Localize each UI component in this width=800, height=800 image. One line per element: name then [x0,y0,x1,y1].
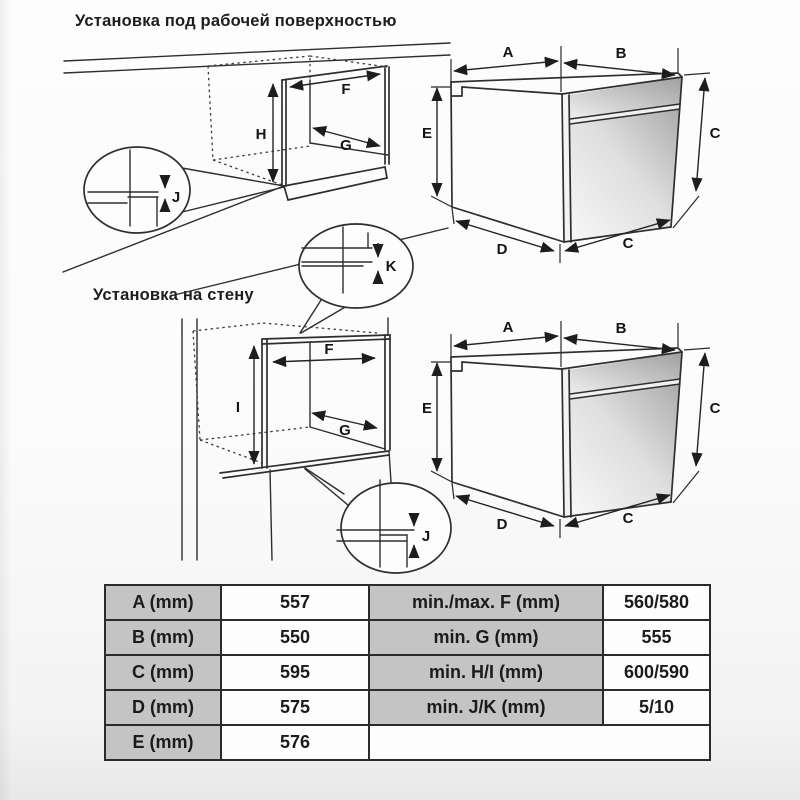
dimension-B [564,45,675,75]
oven-diagram-bottom [423,305,800,555]
table-cell-label: min./max. F (mm) [369,585,603,620]
dimension-A [454,319,558,346]
table-cell-value: 560/580 [603,585,710,620]
table-cell-value: 550 [221,620,369,655]
dim-label-b: B [615,320,627,337]
dim-label-g: G [340,137,352,154]
dim-label-f: F [324,341,334,358]
table-cell-label: D (mm) [105,690,221,725]
dim-label-d: D [496,241,508,258]
dimension-C-right [696,78,721,191]
dim-label-g: G [339,422,351,439]
table-row [105,585,710,620]
dim-label-f: F [341,81,351,98]
dimensions-table [104,584,711,761]
dim-label-e: E [421,400,433,417]
dim-label-h: H [255,126,267,143]
dimension-F [273,341,375,362]
dim-label-a: A [502,44,514,61]
table-cell-value: 600/590 [603,655,710,690]
dim-label-e: E [421,125,433,142]
section-title-on-wall: Установка на стену [93,286,254,304]
dimension-H [256,84,273,182]
dimension-E [422,363,437,471]
dim-label-b: B [615,45,627,62]
dimension-G [312,413,377,439]
table-cell-empty [369,725,710,760]
dim-label-i: I [235,399,241,416]
table-row [105,655,710,690]
dimension-E [422,88,437,196]
dim-label-c-right: C [709,125,721,142]
hidden-niche-edges [208,56,387,186]
dim-label-c-bottom: C [622,235,634,252]
dim-label-d: D [496,516,508,533]
dimension-A [454,44,558,71]
table-cell-label: A (mm) [105,585,221,620]
dimension-B [564,320,675,350]
dim-label-a: A [502,319,514,336]
table-cell-value: 555 [603,620,710,655]
diagram-wall-niche [163,223,463,583]
section-title-under-worktop: Установка под рабочей поверхностью [75,12,397,30]
table-cell-label: C (mm) [105,655,221,690]
dim-label-j: J [171,189,181,206]
table-cell-label: min. G (mm) [369,620,603,655]
table-row [105,620,710,655]
table-row [105,690,710,725]
table-row [105,725,710,760]
table-cell-label: E (mm) [105,725,221,760]
dimension-G [313,128,380,154]
detail-balloon-k [299,224,413,333]
table-cell-value: 557 [221,585,369,620]
table-cell-label: min. H/I (mm) [369,655,603,690]
table-cell-label: B (mm) [105,620,221,655]
oven-diagram-top [423,30,800,280]
oven-body [451,348,682,517]
dim-label-j: J [421,528,431,545]
dim-label-c-bottom: C [622,510,634,527]
table-cell-value: 576 [221,725,369,760]
dim-label-k: K [385,258,397,275]
detail-balloon-j [84,147,284,233]
hidden-niche-edges [193,323,377,463]
table-cell-value: 595 [221,655,369,690]
table-cell-label: min. J/K (mm) [369,690,603,725]
oven-body [451,73,682,242]
table-cell-value: 5/10 [603,690,710,725]
dimension-I [236,346,254,464]
worktop-lines [64,43,450,73]
dim-label-c-right: C [709,400,721,417]
dimension-C-right [696,353,721,466]
table-cell-value: 575 [221,690,369,725]
